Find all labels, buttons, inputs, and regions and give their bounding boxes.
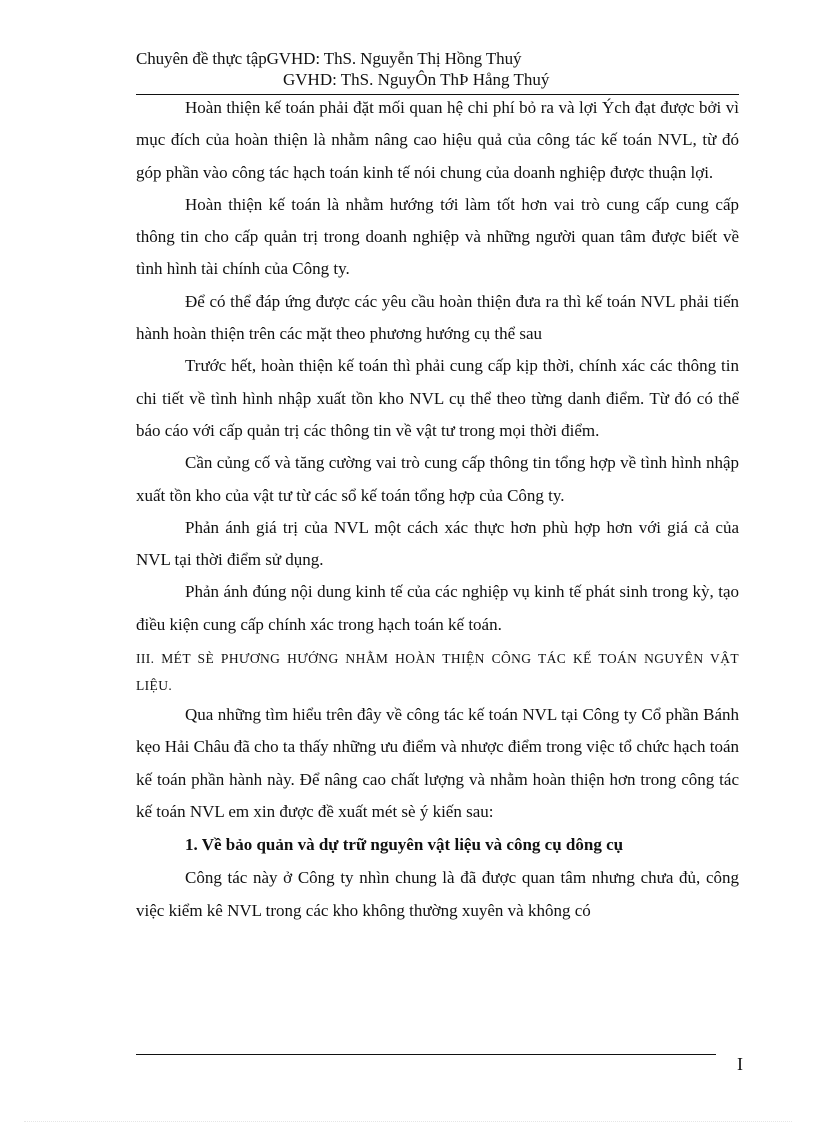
- paragraph-4: Trước hết, hoàn thiện kế toán thì phải cung cấp kịp thời, chính xác các thông tin chi tiết về tình hình nhập xuất tồn kho NVL cụ thể theo từng danh điểm. Từ đó có thể báo cáo với cấp quản trị các thông tin về vật tư trong mọi thời điểm.: [136, 356, 739, 440]
- footer-divider: [136, 1054, 716, 1055]
- header-title-line-1: Chuyên đề thực tậpGVHD: ThS. Nguyễn Thị Hồng Thuý: [136, 49, 522, 68]
- page-edge: [24, 1121, 792, 1122]
- paragraph-1: Hoàn thiện kế toán phải đặt mối quan hệ chi phí bỏ ra và lợi Ých đạt được bởi vì mục đích của hoàn thiện là nhằm nâng cao hiệu quả của công tác kế toán NVL, từ đó góp phần vào công tác hạch toán kinh tế nói chung của doanh nghiệp được thuận lợi.: [136, 98, 739, 182]
- paragraph-5: Cần củng cố và tăng cường vai trò cung cấp thông tin tổng hợp về tình hình nhập xuất tồn kho của vật tư từ các sổ kế toán tổng hợp của Công ty.: [136, 453, 739, 505]
- page-number: I: [737, 1054, 743, 1074]
- subheading: 1. Về bảo quản và dự trữ nguyên vật liệu và công cụ dông cụ: [185, 835, 624, 855]
- closing-paragraph: Công tác này ở Công ty nhìn chung là đã được quan tâm nhưng chưa đủ, công việc kiểm kê NVL trong các kho không thường xuyên và không có: [136, 868, 739, 920]
- paragraph-7: Phản ánh đúng nội dung kinh tế của các nghiệp vụ kinh tế phát sinh trong kỳ, tạo điều kiện cung cấp chính xác trong hạch toán kế toán.: [136, 582, 739, 634]
- intro-paragraph: Qua những tìm hiểu trên đây về công tác kế toán NVL tại Công ty Cổ phần Bánh kẹo Hải Châu đã cho ta thấy những ưu điểm và nhược điểm trong việc tổ chức hạch toán kế toán phần hành này. Để nâng cao chất lượng và nhằm hoàn thiện hơn trong công tác kế toán NVL em xin được đề xuất mét sè ý kiến sau:: [136, 705, 739, 821]
- paragraph-3: Để có thể đáp ứng được các yêu cầu hoàn thiện đưa ra thì kế toán NVL phải tiến hành hoàn thiện trên các mặt theo phương hướng cụ thể sau: [136, 291, 739, 344]
- document-body: [136, 92, 739, 927]
- paragraph-6: Phản ánh giá trị của NVL một cách xác thực hơn phù hợp hơn với giá cả của NVL tại thời điểm sử dụng.: [136, 517, 739, 570]
- header-title-line-2: GVHD: ThS. NguyÔn ThÞ Hång Thuý: [283, 70, 550, 89]
- section-heading: III. MÉT SÈ PHƯƠNG HƯỚNG NHẰM HOÀN THIỆN CÔNG TÁC KẾ TOÁN NGUYÊN VẬT LIỆU.: [136, 651, 739, 694]
- paragraph-2: Hoàn thiện kế toán là nhằm hướng tới làm tốt hơn vai trò cung cấp cung cấp thông tin cho cấp quản trị trong doanh nghiệp và những người quan tâm được biết về tình hình tài chính của Công ty.: [136, 194, 739, 279]
